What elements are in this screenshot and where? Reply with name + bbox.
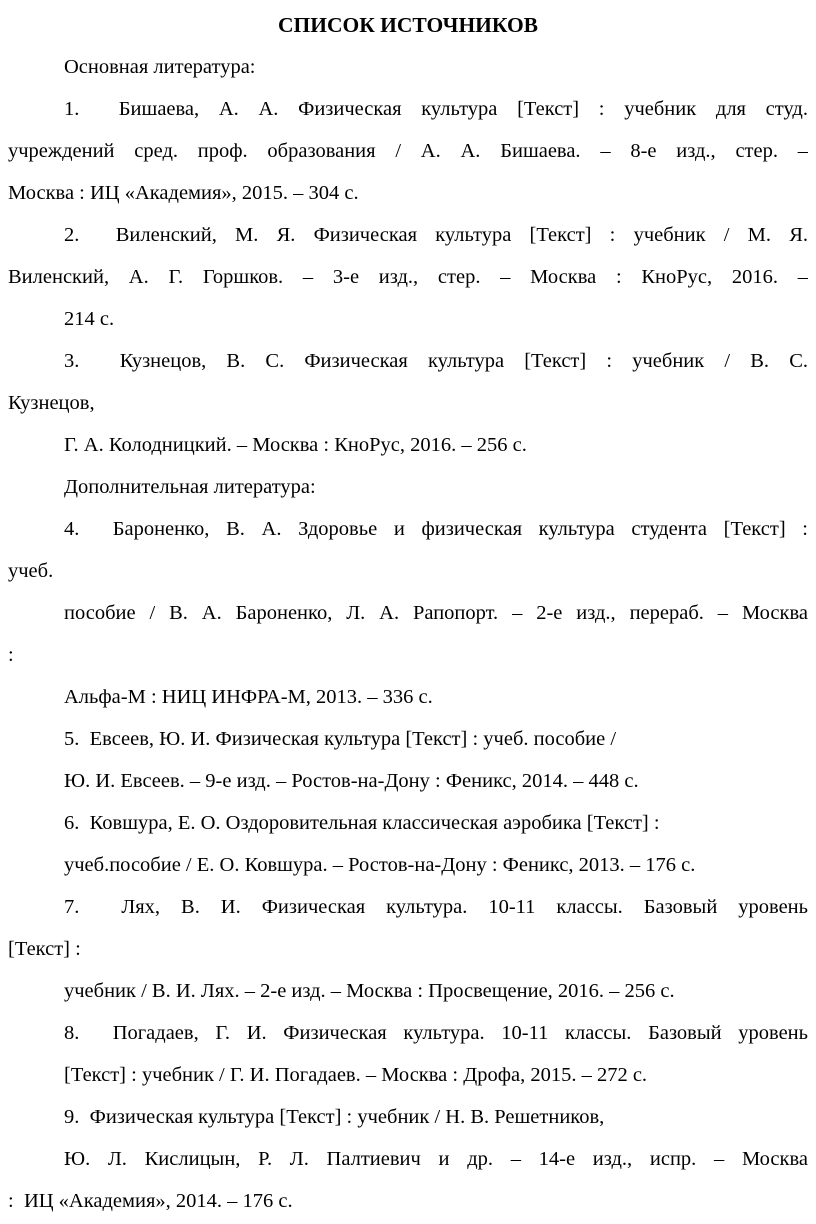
document-line: учреждений сред. проф. образования / А. А. Бишаева. – 8-е изд., стер. –: [8, 140, 808, 162]
document-line: 8. Погадаев, Г. И. Физическая культура. 10-11 классы. Базовый уровень: [64, 1022, 808, 1044]
document-line: [Текст] :: [8, 938, 81, 960]
document-line: 2. Виленский, М. Я. Физическая культура [Текст] : учебник / М. Я.: [64, 224, 808, 246]
document-line: 6. Ковшура, Е. О. Оздоровительная классическая аэробика [Текст] :: [64, 812, 660, 834]
document-line: 7. Лях, В. И. Физическая культура. 10-11 классы. Базовый уровень: [64, 896, 808, 918]
document-line: учеб.: [8, 560, 54, 582]
document-line: 4. Бароненко, В. А. Здоровье и физическая культура студента [Текст] :: [64, 518, 808, 540]
document-line: Ю. И. Евсеев. – 9-е изд. – Ростов-на-Дону : Феникс, 2014. – 448 с.: [64, 770, 639, 792]
document-line: Альфа-М : НИЦ ИНФРА-М, 2013. – 336 с.: [64, 686, 433, 708]
document-lines: [8, 46, 808, 1222]
document-line: Г. А. Колодницкий. – Москва : КноРус, 2016. – 256 с.: [64, 434, 527, 456]
document-line: учебник / В. И. Лях. – 2-е изд. – Москва : Просвещение, 2016. – 256 с.: [64, 980, 675, 1002]
document-line: 3. Кузнецов, В. С. Физическая культура [Текст] : учебник / В. С.: [64, 350, 808, 372]
document-line: :: [8, 644, 14, 666]
document-line: Основная литература:: [64, 56, 256, 78]
document-line: : ИЦ «Академия», 2014. – 176 с.: [8, 1190, 293, 1212]
document-line: 214 с.: [64, 308, 115, 330]
document-line: Ю. Л. Кислицын, Р. Л. Палтиевич и др. – 14-е изд., испр. – Москва: [64, 1148, 808, 1170]
document-line: Дополнительная литература:: [64, 476, 316, 498]
document-line: Москва : ИЦ «Академия», 2015. – 304 с.: [8, 182, 359, 204]
document-line: 5. Евсеев, Ю. И. Физическая культура [Текст] : учеб. пособие /: [64, 728, 617, 750]
document-line: пособие / В. А. Бароненко, Л. А. Рапопорт. – 2-е изд., перераб. – Москва: [64, 602, 808, 624]
document-line: Кузнецов,: [8, 392, 95, 414]
document-line: 1. Бишаева, А. А. Физическая культура [Текст] : учебник для студ.: [64, 98, 808, 120]
document-line: Виленский, А. Г. Горшков. – 3-е изд., стер. – Москва : КноРус, 2016. –: [8, 266, 808, 288]
page-title: СПИСОК ИСТОЧНИКОВ: [277, 13, 539, 37]
document-line: 9. Физическая культура [Текст] : учебник / Н. В. Решетников,: [64, 1106, 605, 1128]
document-line: [Текст] : учебник / Г. И. Погадаев. – Москва : Дрофа, 2015. – 272 с.: [64, 1064, 648, 1086]
document-line: учеб.пособие / Е. О. Ковшура. – Ростов-на-Дону : Феникс, 2013. – 176 с.: [64, 854, 696, 876]
